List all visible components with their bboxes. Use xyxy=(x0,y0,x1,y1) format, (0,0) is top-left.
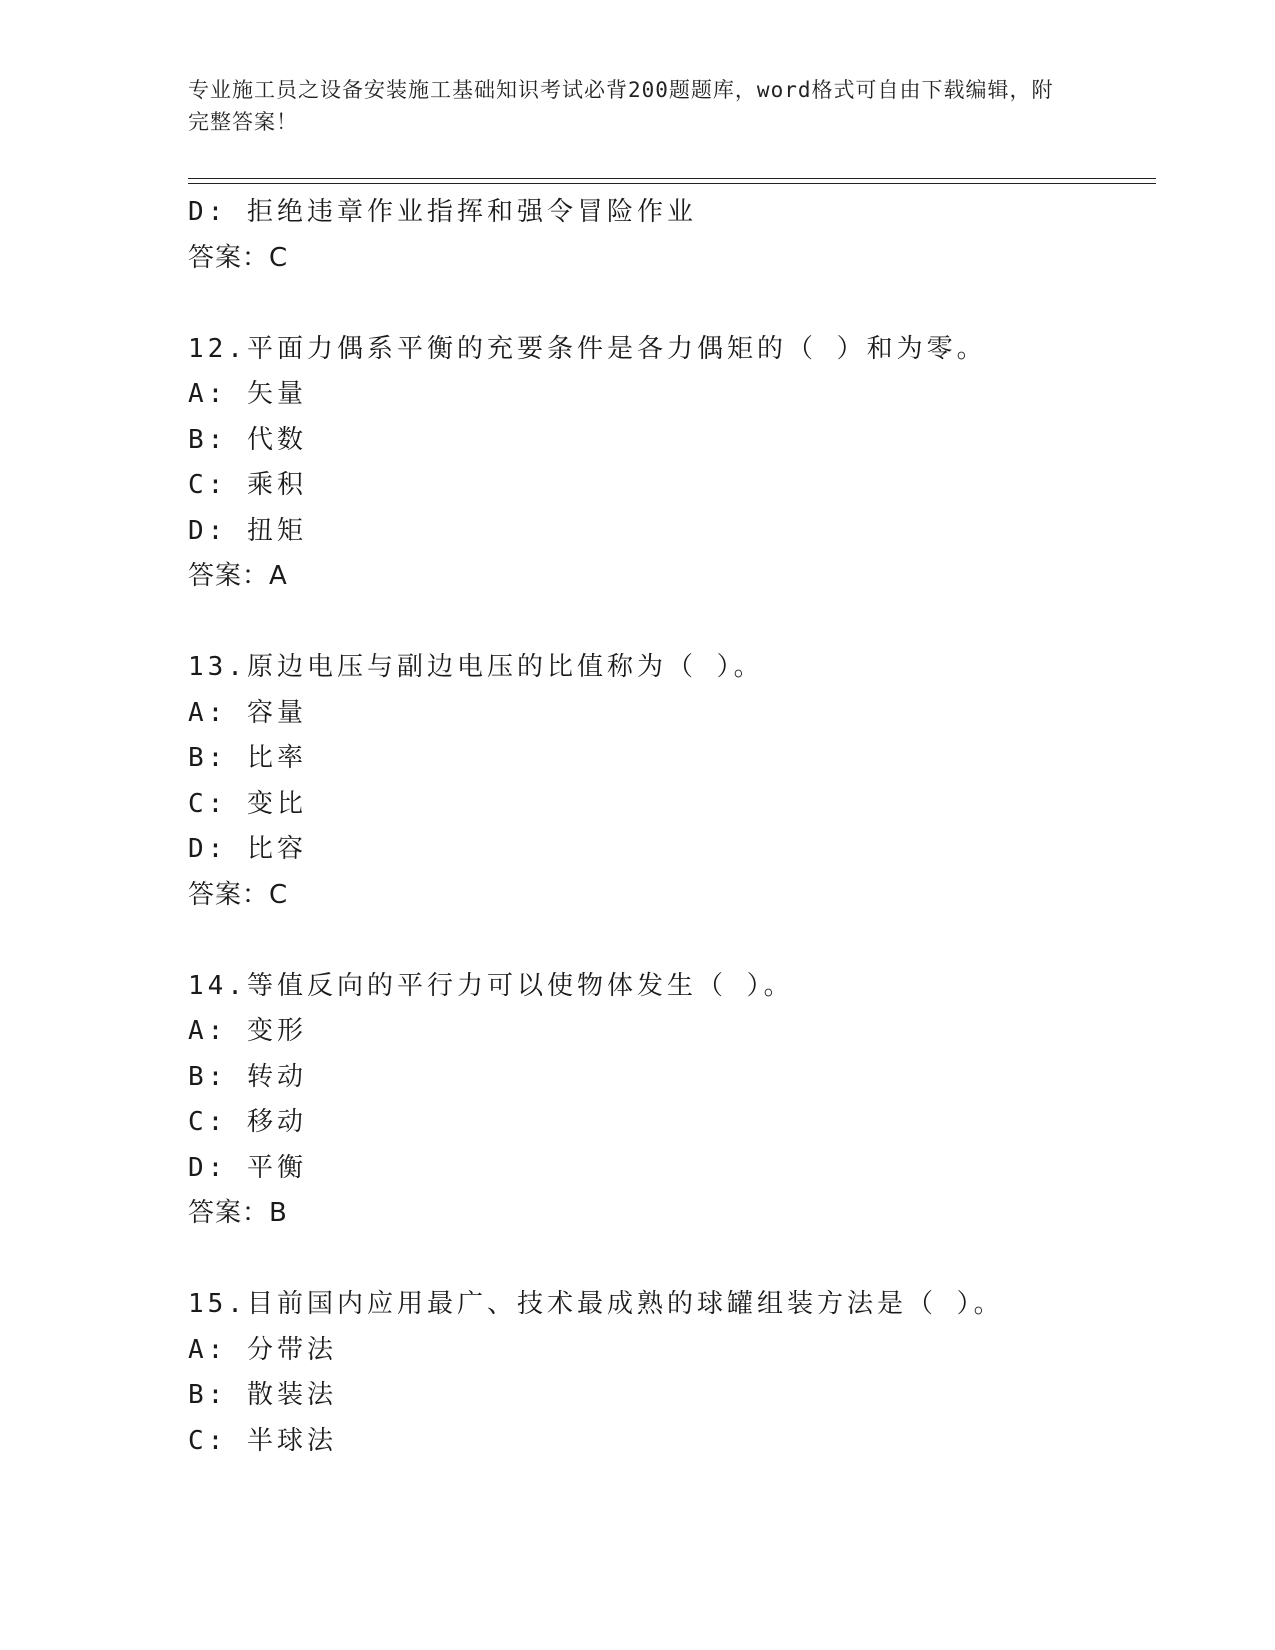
option-a: A: 矢量 xyxy=(188,379,307,409)
question-block-15 xyxy=(188,1282,1148,1464)
option-a: A: 分带法 xyxy=(188,1334,337,1365)
document-header-title: 专业施工员之设备安装施工基础知识考试必背200题题库，word格式可自由下载编辑，附完整答案！ xyxy=(188,78,1054,134)
option-c: C: 半球法 xyxy=(188,1425,337,1456)
question-block-13 xyxy=(188,645,1148,918)
option-b: B: 散装法 xyxy=(188,1380,337,1410)
answer-line: 答案：B xyxy=(188,1198,288,1228)
option-c: C: 移动 xyxy=(188,1107,307,1137)
header-divider-top xyxy=(188,178,1156,179)
header-divider-bottom xyxy=(188,183,1156,184)
question-list xyxy=(188,190,1148,1464)
question-stem: 12.平面力偶系平衡的充要条件是各力偶矩的（ ）和为零。 xyxy=(188,333,987,364)
option-a: A: 变形 xyxy=(188,1016,307,1046)
question-block-14 xyxy=(188,964,1148,1237)
question-stem: 14.等值反向的平行力可以使物体发生（ ）。 xyxy=(188,970,794,1001)
option-c: C: 乘积 xyxy=(188,470,307,500)
spacer xyxy=(188,918,1148,964)
answer-line: 答案：C xyxy=(188,242,289,273)
spacer xyxy=(188,281,1148,327)
question-stem: 13.原边电压与副边电压的比值称为（ ）。 xyxy=(188,652,764,682)
option-d: D: 扭矩 xyxy=(188,515,307,546)
option-b: B: 代数 xyxy=(188,424,307,455)
option-d: D: 拒绝违章作业指挥和强令冒险作业 xyxy=(188,197,697,227)
option-d: D: 比容 xyxy=(188,834,307,864)
spacer xyxy=(188,600,1148,646)
question-stem: 15.目前国内应用最广、技术最成熟的球罐组装方法是（ ）。 xyxy=(188,1289,1004,1319)
option-d: D: 平衡 xyxy=(188,1152,307,1183)
option-a: A: 容量 xyxy=(188,697,307,728)
option-b: B: 比率 xyxy=(188,743,307,773)
spacer xyxy=(188,1237,1148,1283)
answer-line: 答案：C xyxy=(188,879,289,910)
option-b: B: 转动 xyxy=(188,1061,307,1092)
answer-line: 答案：A xyxy=(188,561,288,591)
option-c: C: 变比 xyxy=(188,788,307,819)
question-block-12 xyxy=(188,327,1148,600)
